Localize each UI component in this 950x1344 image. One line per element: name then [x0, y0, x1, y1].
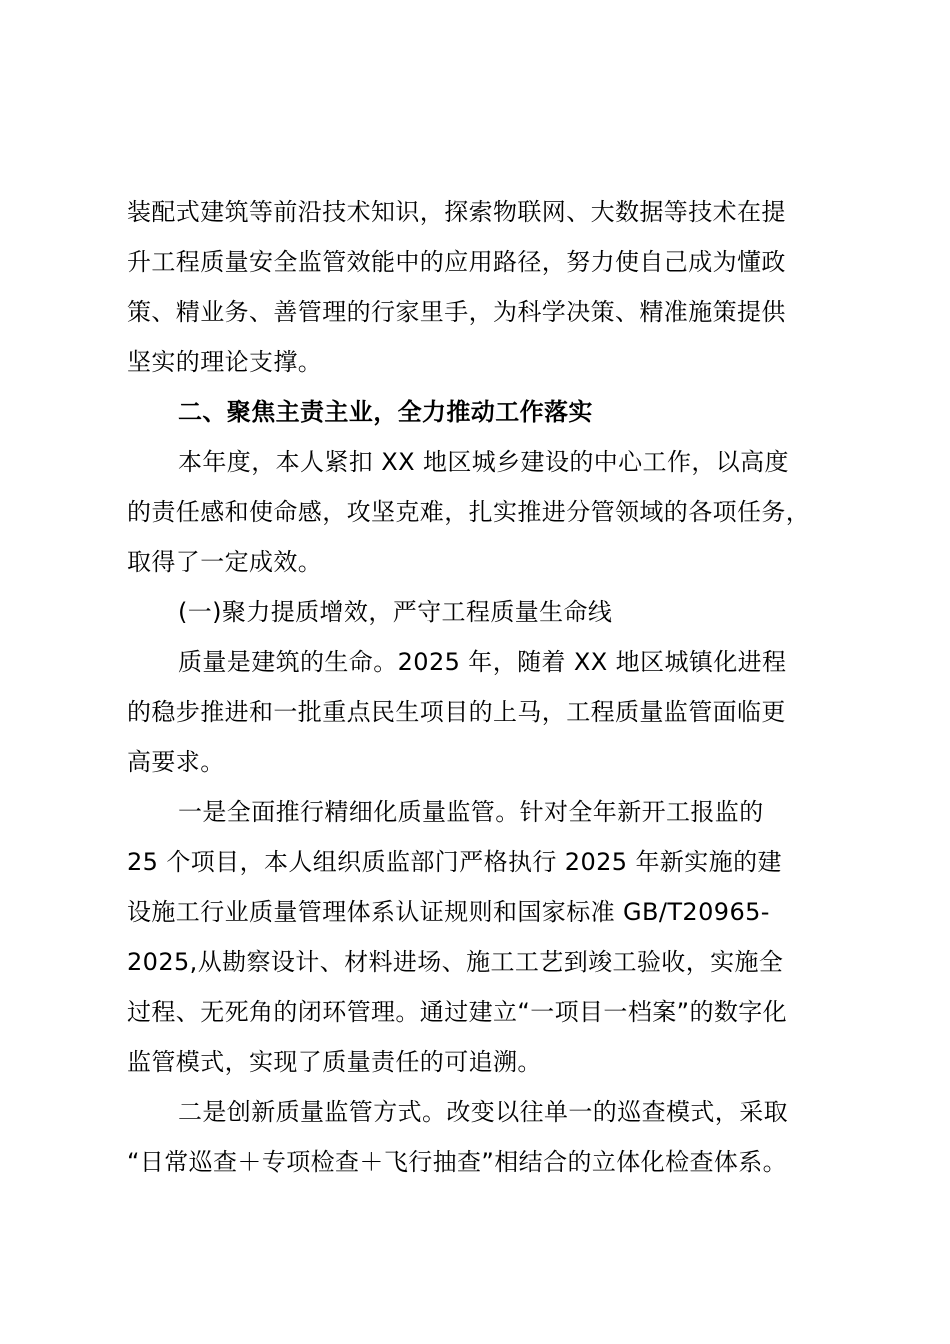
body-text-line: 过程、无死角的闭环管理。通过建立“一项目一档案”的数字化: [127, 998, 788, 1026]
body-text-line: 坚实的理论支撑。: [127, 348, 323, 376]
body-text-line: “日常巡查＋专项检查＋飞行抽查”相结合的立体化检查体系。: [127, 1148, 788, 1176]
body-text-line: 监管模式，实现了质量责任的可追溯。: [127, 1048, 542, 1076]
body-text-line: 25 个项目，本人组织质监部门严格执行 2025 年新实施的建: [127, 848, 782, 876]
body-text-line: 一是全面推行精细化质量监管。针对全年新开工报监的: [178, 798, 764, 826]
body-text-line: 高要求。: [127, 748, 225, 776]
body-text-line: 升工程质量安全监管效能中的应用路径，努力使自己成为懂政: [127, 248, 786, 276]
body-text-line: 二是创新质量监管方式。改变以往单一的巡查模式，采取: [178, 1098, 788, 1126]
body-text-line: 装配式建筑等前沿技术知识，探索物联网、大数据等技术在提: [127, 198, 786, 226]
body-text-line: 设施工行业质量管理体系认证规则和国家标准 GB/T20965-: [127, 898, 770, 926]
section-heading: 二、聚焦主责主业，全力推动工作落实: [178, 398, 593, 426]
body-text-line: 取得了一定成效。: [127, 548, 323, 576]
subsection-heading: (一)聚力提质增效，严守工程质量生命线: [178, 598, 613, 626]
body-text-line: 的稳步推进和一批重点民生项目的上马，工程质量监管面临更: [127, 698, 786, 726]
body-text-line: 质量是建筑的生命。2025 年，随着 XX 地区城镇化进程: [178, 648, 787, 676]
body-text-line: 本年度，本人紧扣 XX 地区城乡建设的中心工作，以高度: [178, 448, 789, 476]
body-text-line: 策、精业务、善管理的行家里手，为科学决策、精准施策提供: [127, 298, 786, 326]
body-text-line: 2025,从勘察设计、材料进场、施工工艺到竣工验收，实施全: [127, 948, 784, 976]
body-text-line: 的责任感和使命感，攻坚克难，扎实推进分管领域的各项任务，: [127, 498, 811, 526]
